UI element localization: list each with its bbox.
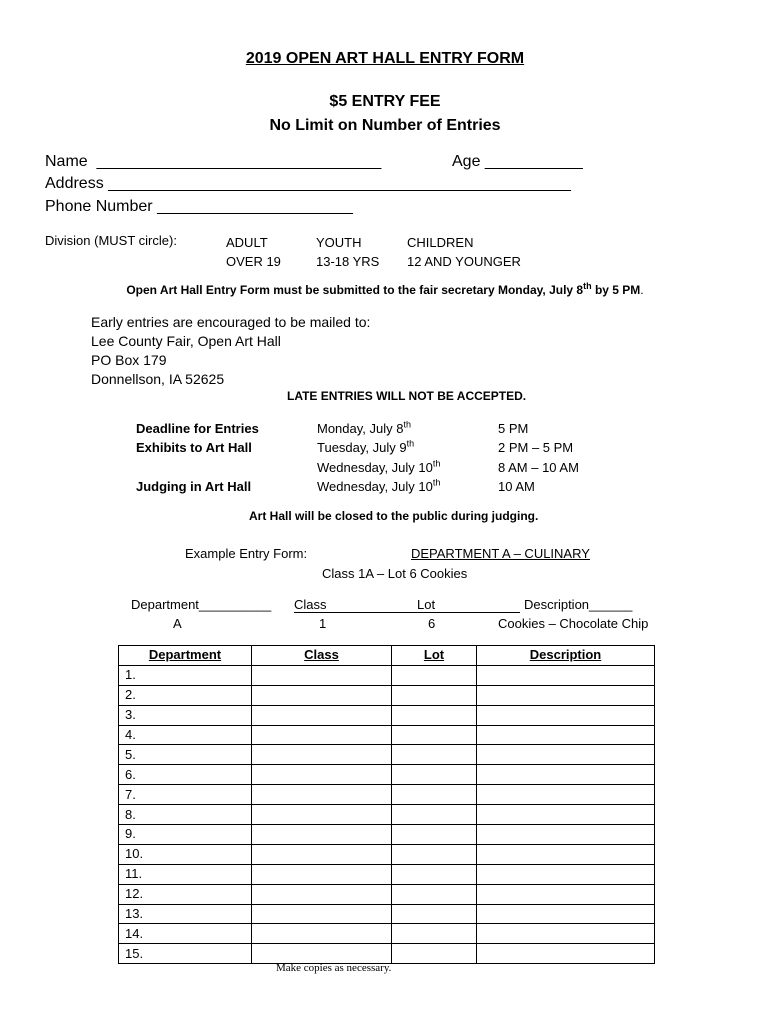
age-field[interactable] xyxy=(452,153,583,171)
division-option-youth[interactable]: YOUTH 13-18 YRS xyxy=(316,235,380,269)
mailing-line-3: Donnellson, IA 52625 xyxy=(91,371,225,387)
example-class-line: Class 1A – Lot 6 Cookies xyxy=(322,566,468,581)
description-cell[interactable] xyxy=(477,904,655,924)
row-number-cell[interactable]: 6. xyxy=(119,765,252,785)
schedule-label-deadline: Deadline for Entries xyxy=(136,421,259,436)
age-line[interactable]: ___________ xyxy=(484,153,583,170)
row-number-cell[interactable]: 1. xyxy=(119,665,252,685)
table-row xyxy=(119,745,655,765)
phone-label: Phone Number xyxy=(45,198,153,215)
schedule-label-blank xyxy=(136,458,259,477)
class-cell[interactable] xyxy=(252,685,392,705)
entry-table-header xyxy=(119,646,655,666)
schedule-day: Monday, July 8th xyxy=(317,419,411,436)
example-col-class: Class xyxy=(294,597,429,613)
example-val-lot: 6 xyxy=(428,616,436,631)
schedule-label-exhibits: Exhibits to Art Hall xyxy=(136,440,252,456)
class-cell[interactable] xyxy=(252,904,392,924)
schedule-time: 10 AM xyxy=(498,478,535,494)
description-cell[interactable] xyxy=(477,705,655,725)
row-number-cell[interactable]: 15. xyxy=(119,944,252,964)
division-option-children[interactable]: CHILDREN 12 AND YOUNGER xyxy=(407,235,521,269)
header-department: Department xyxy=(119,646,252,666)
lot-cell[interactable] xyxy=(392,805,477,825)
schedule-day: Wednesday, July 10th xyxy=(317,458,441,475)
entry-table xyxy=(118,645,655,964)
table-row xyxy=(119,825,655,845)
address-line[interactable]: ____________________________________________________ xyxy=(108,175,571,192)
phone-line[interactable]: ______________________ xyxy=(157,198,353,215)
table-row xyxy=(119,705,655,725)
description-cell[interactable] xyxy=(477,765,655,785)
description-cell[interactable] xyxy=(477,665,655,685)
table-row xyxy=(119,844,655,864)
name-label: Name xyxy=(45,153,88,170)
example-department-heading: DEPARTMENT A – CULINARY xyxy=(411,546,590,561)
table-row xyxy=(119,685,655,705)
lot-cell[interactable] xyxy=(392,665,477,685)
lot-cell[interactable] xyxy=(392,864,477,884)
example-val-class: 1 xyxy=(319,616,327,631)
mailing-line-2: PO Box 179 xyxy=(91,352,167,368)
example-col-description: Description______ xyxy=(524,597,633,612)
form-title: 2019 OPEN ART HALL ENTRY FORM xyxy=(245,50,525,67)
description-cell[interactable] xyxy=(477,725,655,745)
class-cell[interactable] xyxy=(252,765,392,785)
submission-notice: Open Art Hall Entry Form must be submitted to the fair secretary Monday, July 8th by 5 PM. xyxy=(126,281,644,297)
class-cell[interactable] xyxy=(252,785,392,805)
row-number-cell[interactable]: 2. xyxy=(119,685,252,705)
division-label: Division (MUST circle): xyxy=(45,233,177,248)
example-label: Example Entry Form: xyxy=(185,546,308,561)
entry-fee: $5 ENTRY FEE xyxy=(329,93,441,110)
mailing-address xyxy=(91,313,370,389)
lot-cell[interactable] xyxy=(392,844,477,864)
entry-limit: No Limit on Number of Entries xyxy=(269,117,501,134)
table-row xyxy=(119,785,655,805)
lot-cell[interactable] xyxy=(392,904,477,924)
class-cell[interactable] xyxy=(252,864,392,884)
class-cell[interactable] xyxy=(252,884,392,904)
description-cell[interactable] xyxy=(477,745,655,765)
late-entries-notice: LATE ENTRIES WILL NOT BE ACCEPTED. xyxy=(287,389,527,403)
description-cell[interactable] xyxy=(477,685,655,705)
table-row xyxy=(119,725,655,745)
example-val-description: Cookies – Chocolate Chip xyxy=(498,616,649,631)
row-number-cell[interactable]: 9. xyxy=(119,825,252,845)
class-cell[interactable] xyxy=(252,805,392,825)
footer-note: Make copies as necessary. xyxy=(276,962,392,974)
lot-cell[interactable] xyxy=(392,725,477,745)
schedule-times xyxy=(498,419,579,496)
division-option-adult[interactable]: ADULT OVER 19 xyxy=(226,235,281,269)
row-number-cell[interactable]: 7. xyxy=(119,785,252,805)
header-class: Class xyxy=(252,646,392,666)
schedule-label-judging: Judging in Art Hall xyxy=(136,478,252,494)
example-val-department: A xyxy=(173,616,182,631)
lot-cell[interactable] xyxy=(392,924,477,944)
schedule-labels xyxy=(136,419,259,496)
table-row xyxy=(119,864,655,884)
schedule-time: 8 AM – 10 AM xyxy=(498,459,579,475)
example-col-department: Department__________ xyxy=(131,597,272,612)
row-number-cell[interactable]: 13. xyxy=(119,904,252,924)
class-cell[interactable] xyxy=(252,944,392,964)
phone-field[interactable] xyxy=(45,198,353,216)
description-cell[interactable] xyxy=(477,805,655,825)
table-row xyxy=(119,904,655,924)
row-number-cell[interactable]: 12. xyxy=(119,884,252,904)
description-cell[interactable] xyxy=(477,825,655,845)
address-field[interactable] xyxy=(45,175,571,193)
lot-cell[interactable] xyxy=(392,785,477,805)
mailing-intro: Early entries are encouraged to be mailed to: xyxy=(91,314,371,330)
class-cell[interactable] xyxy=(252,705,392,725)
description-cell[interactable] xyxy=(477,924,655,944)
row-number-cell[interactable]: 11. xyxy=(119,864,252,884)
closed-notice: Art Hall will be closed to the public during judging. xyxy=(249,509,539,523)
class-cell[interactable] xyxy=(252,725,392,745)
address-label: Address xyxy=(45,175,104,192)
mailing-line-1: Lee County Fair, Open Art Hall xyxy=(91,333,281,349)
age-label: Age xyxy=(452,153,481,170)
row-number-cell[interactable]: 5. xyxy=(119,745,252,765)
description-cell[interactable] xyxy=(477,864,655,884)
row-number-cell[interactable]: 4. xyxy=(119,725,252,745)
row-number-cell[interactable]: 10. xyxy=(119,844,252,864)
description-cell[interactable] xyxy=(477,785,655,805)
schedule-day: Wednesday, July 10th xyxy=(317,477,441,494)
description-cell[interactable] xyxy=(477,884,655,904)
table-row xyxy=(119,765,655,785)
schedule-days xyxy=(317,419,440,496)
table-row xyxy=(119,924,655,944)
class-cell[interactable] xyxy=(252,844,392,864)
description-cell[interactable] xyxy=(477,844,655,864)
schedule-time: 5 PM xyxy=(498,421,529,436)
table-row xyxy=(119,944,655,964)
header-description: Description xyxy=(477,646,655,666)
schedule-time: 2 PM – 5 PM xyxy=(498,440,574,456)
description-cell[interactable] xyxy=(477,944,655,964)
class-cell[interactable] xyxy=(252,825,392,845)
lot-cell[interactable] xyxy=(392,825,477,845)
name-line[interactable]: ________________________________ xyxy=(96,153,382,170)
lot-cell[interactable] xyxy=(392,745,477,765)
schedule-day: Tuesday, July 9th xyxy=(317,438,415,456)
class-cell[interactable] xyxy=(252,745,392,765)
lot-cell[interactable] xyxy=(392,705,477,725)
header-lot: Lot xyxy=(392,646,477,666)
name-field[interactable] xyxy=(45,153,381,171)
lot-cell[interactable] xyxy=(392,944,477,964)
row-number-cell[interactable]: 3. xyxy=(119,705,252,725)
table-row xyxy=(119,665,655,685)
row-number-cell[interactable]: 14. xyxy=(119,924,252,944)
lot-cell[interactable] xyxy=(392,685,477,705)
class-cell[interactable] xyxy=(252,665,392,685)
table-row xyxy=(119,884,655,904)
lot-cell[interactable] xyxy=(392,884,477,904)
example-col-lot: Lot xyxy=(417,597,520,613)
row-number-cell[interactable]: 8. xyxy=(119,805,252,825)
class-cell[interactable] xyxy=(252,924,392,944)
table-row xyxy=(119,805,655,825)
lot-cell[interactable] xyxy=(392,765,477,785)
